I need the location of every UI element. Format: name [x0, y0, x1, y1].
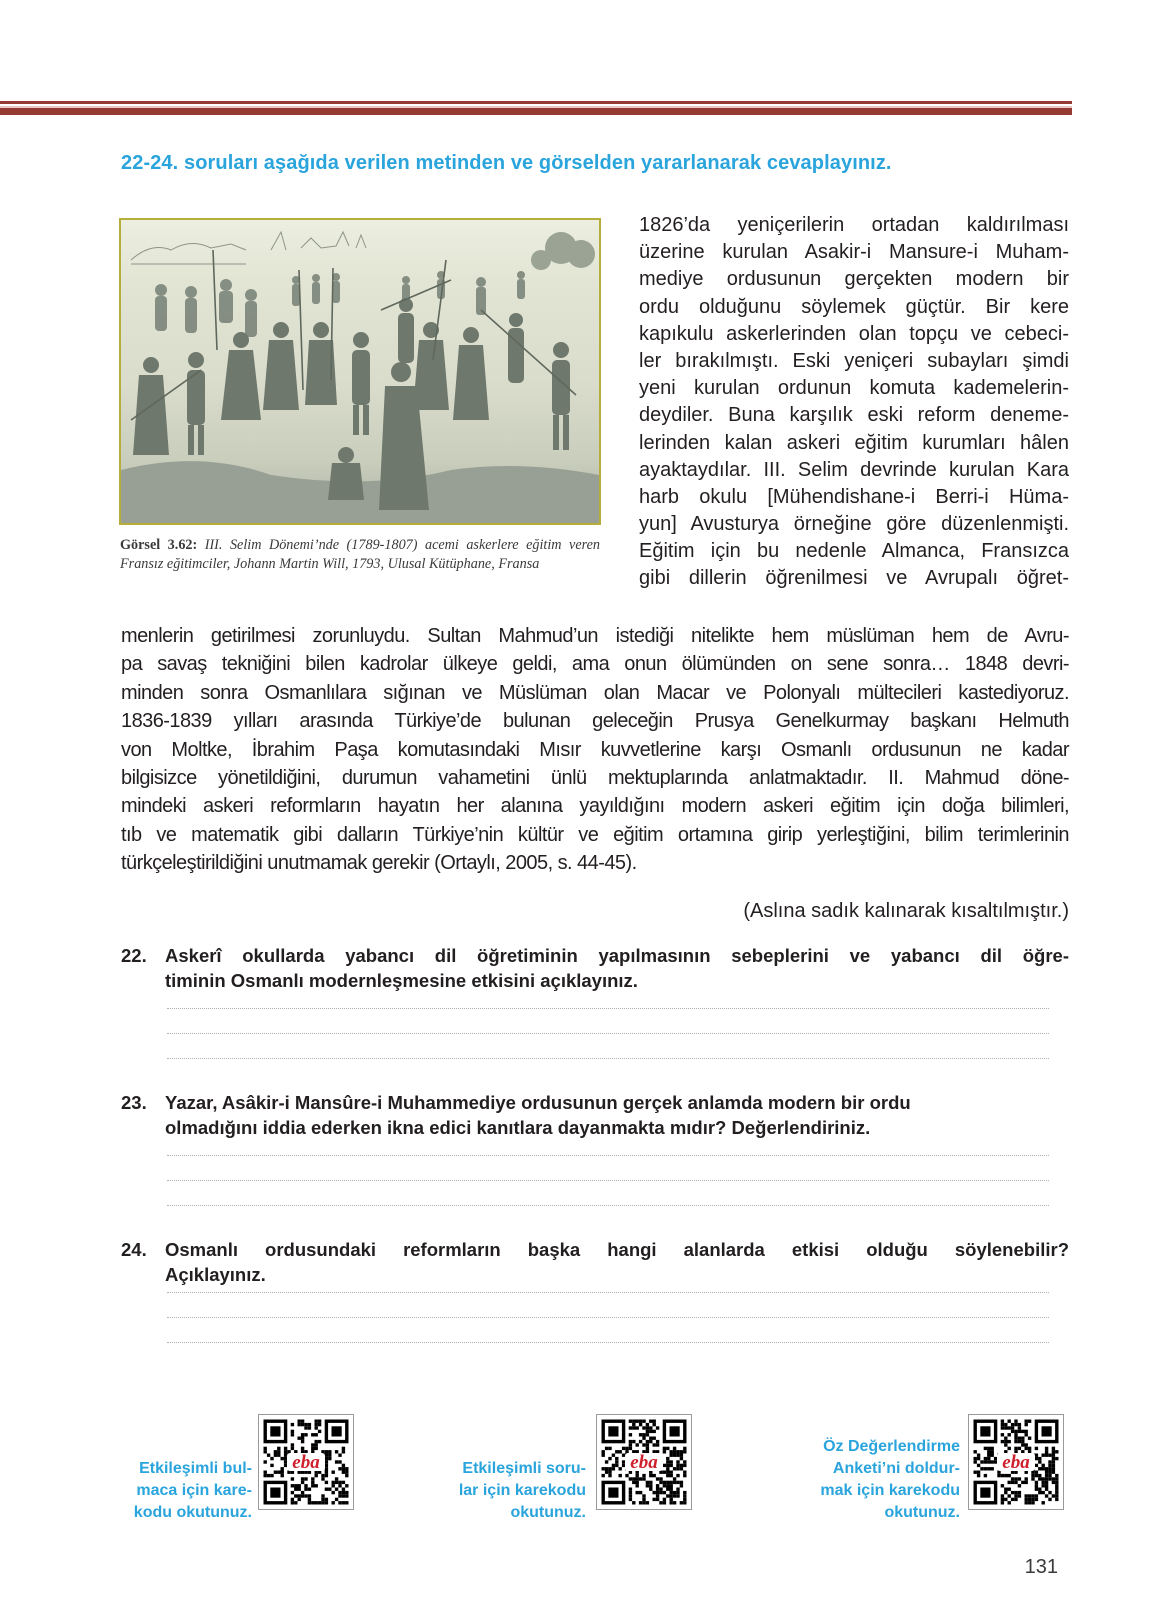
question-text: Açıklayınız. [165, 1264, 266, 1285]
passage-line: üzerine kurulan Asakir-i Mansure-i Muham- [639, 241, 1069, 264]
passage-line: ordu olduğunu söylemek güçtür. Bir kere [639, 295, 1069, 318]
passage-full-width [121, 622, 1069, 878]
passage-line: lerinden kalan askeri eğitim kurumları hâlen [639, 431, 1069, 454]
caption-line: Fransa [498, 556, 540, 572]
eba-logo: eba [630, 1452, 658, 1473]
answer-line[interactable] [167, 1205, 1049, 1206]
question-text: Askerî okullarda yabancı dil öğretiminin yapılmasının sebeplerini ve yabancı dil öğre- [165, 945, 1069, 966]
qr-code-icon [259, 1415, 353, 1509]
caption-label: Görsel 3.62: [120, 537, 198, 553]
qr-label-line: lar için karekodu [458, 1482, 586, 1499]
passage-right-column [639, 212, 1069, 593]
qr-label-line: Etkileşimli bul- [139, 1460, 252, 1477]
qr-label-self-assessment [760, 1436, 960, 1524]
passage-line: gibi dillerin öğrenilmesi ve Avrupalı öğret- [639, 567, 1069, 590]
answer-line[interactable] [167, 1180, 1049, 1181]
passage-line: minden sonra Osmanlılara sığınan ve Müslüman olan Macar ve Polonyalı mültecileri kastediyoruz. [121, 681, 1069, 704]
qr-label-line: okutunuz. [884, 1504, 960, 1521]
qr-label-line: okutunuz. [510, 1504, 586, 1521]
passage-line: 1836-1839 yılları arasında Türkiye’de bulunan geleceğin Prusya Genelkurmay başkanı Helmuth [121, 710, 1069, 733]
qr-code-puzzle[interactable] [258, 1414, 354, 1510]
answer-line[interactable] [167, 1342, 1049, 1343]
question-number: 24. [121, 1239, 147, 1260]
passage-line: pa savaş tekniğini bilen kadrolar ülkeye geldi, ama onun ölümünden on sene sonra… 1848 devri- [121, 653, 1069, 676]
answer-line[interactable] [167, 1155, 1049, 1156]
qr-code-self-assessment[interactable] [968, 1414, 1064, 1510]
historical-engraving-image [119, 218, 601, 525]
caption-line: III. Selim Dönemi’nde (1789-1807) acemi askerlere eğitim [204, 537, 562, 553]
engraving-illustration [121, 220, 599, 523]
qr-label-line: Anketi’ni doldur- [832, 1460, 960, 1477]
passage-attribution: (Aslına sadık kalınarak kısaltılmıştır.) [743, 900, 1069, 922]
qr-code-icon [969, 1415, 1063, 1509]
passage-line: yeni kurulan ordunun komuta kademelerin- [639, 377, 1069, 400]
section-instruction: 22-24. soruları aşağıda verilen metinden ve görselden yararlanarak cevaplayınız. [121, 152, 892, 174]
qr-label-line: mak için karekodu [820, 1482, 960, 1499]
qr-label-puzzle [100, 1458, 252, 1524]
qr-label-line: maca için kare- [136, 1482, 252, 1499]
caption-line: veren Fransız eğitimciler, Johann Martin Will, 1793, Ulusal Kütüphane, [120, 537, 601, 572]
page-number: 131 [1024, 1556, 1058, 1578]
qr-label-line: kodu okutunuz. [133, 1504, 252, 1521]
header-rule-bottom [0, 108, 1072, 115]
passage-line: türkçeleştirildiğini unutmamak gerekir (Ortaylı, 2005, s. 44-45). [121, 852, 637, 875]
passage-line: von Moltke, İbrahim Paşa komutasındaki Mısır kuvvetlerine karşı Osmanlı ordusunun ne kadar [121, 738, 1069, 761]
question-text: Osmanlı ordusundaki reformların başka hangi alanlarda etkisi olduğu söylenebilir? [165, 1239, 1069, 1260]
passage-line: mediye ordusunun gerçekten modern bir [639, 268, 1069, 291]
answer-line[interactable] [167, 1008, 1049, 1009]
passage-line: ayaktaydılar. III. Selim devrinde kurulan Kara [639, 458, 1069, 481]
passage-line: kapıkulu askerlerinden olan topçu ve cebeci- [639, 322, 1069, 345]
passage-line: ler bırakılmıştı. Eski yeniçeri subayları şimdi [639, 349, 1069, 372]
question-text: Yazar, Asâkir-i Mansûre-i Muhammediye ordusunun gerçek anlamda modern bir ordu [165, 1092, 911, 1113]
question-number: 23. [121, 1092, 147, 1113]
passage-line: menlerin getirilmesi zorunluydu. Sultan Mahmud’un istediği nitelikte hem müslüman hem de Avru- [121, 625, 1069, 647]
qr-label-questions [420, 1458, 586, 1524]
passage-line: harb okulu [Mühendishane-i Berri-i Hüma- [639, 485, 1069, 508]
answer-line[interactable] [167, 1317, 1049, 1318]
header-rule-top [0, 101, 1072, 104]
passage-line: mindeki askeri reformların hayatın her alanına yayıldığını modern askeri eğitim için doğa bilimleri, [121, 795, 1069, 818]
answer-line[interactable] [167, 1058, 1049, 1059]
eba-logo: eba [292, 1452, 320, 1473]
passage-line: bilgisizce yönetildiğini, durumun vahametini ünlü mektuplarında anlatmaktadır. II. Mahmud döne- [121, 766, 1069, 789]
question-text: timinin Osmanlı modernleşmesine etkisini açıklayınız. [165, 970, 638, 991]
qr-label-line: Etkileşimli soru- [462, 1460, 586, 1477]
answer-line[interactable] [167, 1292, 1049, 1293]
question-number: 22. [121, 945, 147, 966]
answer-line[interactable] [167, 1033, 1049, 1034]
figure-caption [120, 536, 600, 574]
passage-line: 1826’da yeniçerilerin ortadan kaldırılması [639, 214, 1069, 236]
qr-label-line: Öz Değerlendirme [823, 1438, 960, 1455]
qr-code-questions[interactable] [596, 1414, 692, 1510]
passage-line: yun] Avusturya örneğine göre düzenlenmişti. [639, 513, 1069, 536]
passage-line: tıb ve matematik gibi dalların Türkiye’nin kültür ve eğitim ortamına girip yerleştiğini, bilim terimlerinin [121, 823, 1069, 846]
eba-logo: eba [1002, 1452, 1030, 1473]
qr-code-icon [597, 1415, 691, 1509]
passage-line: deydiler. Buna karşılık eski reform deneme- [639, 404, 1069, 427]
passage-line: Eğitim için bu nedenle Almanca, Fransızca [639, 540, 1069, 563]
question-text: olmadığını iddia ederken ikna edici kanıtlara dayanmakta mıdır? Değerlendiriniz. [165, 1117, 871, 1138]
